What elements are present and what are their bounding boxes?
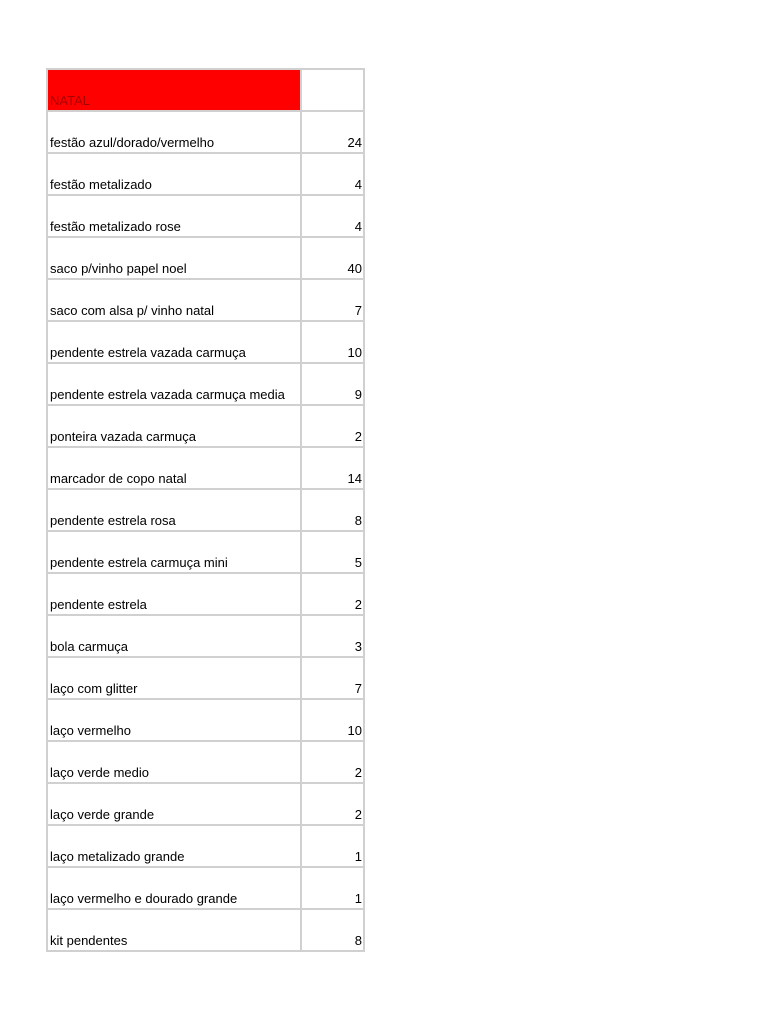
item-name-cell[interactable]: bola carmuça [47,615,301,657]
quantity-cell[interactable]: 9 [301,363,364,405]
quantity-cell[interactable]: 4 [301,195,364,237]
table-row [47,741,364,783]
item-name-cell[interactable]: pendente estrela vazada carmuça [47,321,301,363]
item-name-cell[interactable]: laço verde medio [47,741,301,783]
table-row [47,615,364,657]
table-row [47,573,364,615]
table-row [47,447,364,489]
quantity-cell[interactable]: 40 [301,237,364,279]
quantity-cell[interactable]: 2 [301,573,364,615]
item-name-cell[interactable]: pendente estrela [47,573,301,615]
quantity-cell[interactable]: 8 [301,489,364,531]
item-name-cell[interactable]: laço vermelho e dourado grande [47,867,301,909]
table-row [47,237,364,279]
item-name-cell[interactable]: pendente estrela vazada carmuça media [47,363,301,405]
table-row [47,279,364,321]
quantity-cell[interactable]: 5 [301,531,364,573]
quantity-cell[interactable]: 4 [301,153,364,195]
quantity-cell[interactable]: 2 [301,405,364,447]
table-row [47,657,364,699]
header-value-cell[interactable] [301,69,364,111]
header-title-cell[interactable]: NATAL [47,69,301,111]
item-name-cell[interactable]: festão azul/dorado/vermelho [47,111,301,153]
quantity-cell[interactable]: 14 [301,447,364,489]
item-name-cell[interactable]: festão metalizado rose [47,195,301,237]
table-row [47,111,364,153]
item-name-cell[interactable]: laço com glitter [47,657,301,699]
table-row [47,825,364,867]
quantity-cell[interactable]: 10 [301,699,364,741]
table-row [47,783,364,825]
inventory-table [46,68,365,952]
table-row [47,363,364,405]
item-name-cell[interactable]: marcador de copo natal [47,447,301,489]
table-row [47,489,364,531]
item-name-cell[interactable]: kit pendentes [47,909,301,951]
quantity-cell[interactable]: 1 [301,867,364,909]
item-name-cell[interactable]: laço verde grande [47,783,301,825]
quantity-cell[interactable]: 8 [301,909,364,951]
item-name-cell[interactable]: laço vermelho [47,699,301,741]
table-row [47,321,364,363]
item-name-cell[interactable]: saco com alsa p/ vinho natal [47,279,301,321]
quantity-cell[interactable]: 2 [301,741,364,783]
quantity-cell[interactable]: 1 [301,825,364,867]
header-row [47,69,364,111]
item-name-cell[interactable]: ponteira vazada carmuça [47,405,301,447]
item-name-cell[interactable]: pendente estrela rosa [47,489,301,531]
quantity-cell[interactable]: 10 [301,321,364,363]
quantity-cell[interactable]: 3 [301,615,364,657]
table-row [47,405,364,447]
quantity-cell[interactable]: 7 [301,657,364,699]
quantity-cell[interactable]: 2 [301,783,364,825]
item-name-cell[interactable]: saco p/vinho papel noel [47,237,301,279]
table-row [47,531,364,573]
table-row [47,153,364,195]
table-row [47,195,364,237]
table-row [47,699,364,741]
item-name-cell[interactable]: festão metalizado [47,153,301,195]
table-row [47,867,364,909]
item-name-cell[interactable]: pendente estrela carmuça mini [47,531,301,573]
table-row [47,909,364,951]
item-name-cell[interactable]: laço metalizado grande [47,825,301,867]
quantity-cell[interactable]: 24 [301,111,364,153]
quantity-cell[interactable]: 7 [301,279,364,321]
